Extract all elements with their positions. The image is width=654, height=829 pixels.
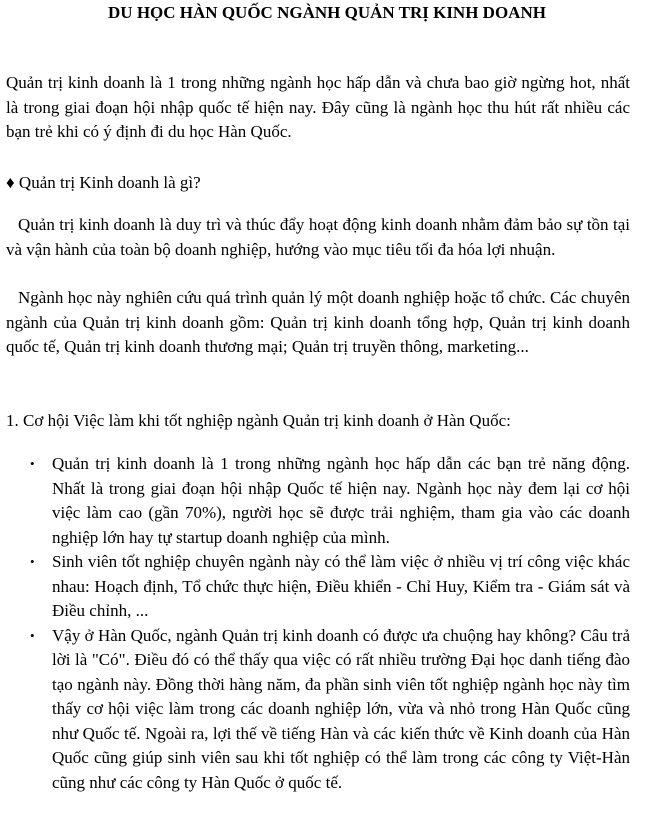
list-item-text: Sinh viên tốt nghiệp chuyên ngành này có thể làm việc ở nhiều vị trí công việc khác nhau: Hoạch định, Tổ chức thực hiện, Điều khiển - Chỉ Huy, Kiểm tra - Giám sát và Điều chỉnh, ...	[52, 552, 630, 620]
definition-text-1: Quản trị kinh doanh là duy trì và thúc đẩy hoạt động kinh doanh nhằm đảm bảo sự tồn tại và vận hành của toàn bộ doanh nghiệp, hướng vào mục tiêu tối đa hóa lợi nhuận.	[6, 215, 630, 259]
question-heading: ♦ Quản trị Kinh doanh là gì?	[6, 173, 201, 192]
document-title: DU HỌC HÀN QUỐC NGÀNH QUẢN TRỊ KINH DOANH	[108, 3, 546, 22]
list-item-text: Vậy ở Hàn Quốc, ngành Quản trị kinh doanh có được ưa chuộng hay không? Câu trả lời là "Có". Điều đó có thể thấy qua việc có rất nhiều trường Đại học danh tiếng đào tạo ngành này. Đồng thời hàng năm, đa phần sinh viên tốt nghiệp ngành học này tìm thấy cơ hội việc làm trong các doanh nghiệp lớn, vừa và nhỏ trong Hàn Quốc cũng như Quốc tế. Ngoài ra, lợi thế về tiếng Hàn và các kiến thức về Kinh doanh của Hàn Quốc cũng giúp sinh viên sau khi tốt nghiệp có thể làm trong các công ty Việt-Hàn cũng như các công ty Hàn Quốc ở quốc tế.	[52, 625, 630, 792]
definition-text-2: Ngành học này nghiên cứu quá trình quản lý một doanh nghiệp hoặc tổ chức. Các chuyên ngành của Quản trị kinh doanh gồm: Quản trị kinh doanh tổng hợp, Quản trị kinh doanh quốc tế, Quản trị kinh doanh thương mại; Quản trị truyền thông, marketing...	[6, 288, 630, 356]
list-item	[0, 624, 630, 796]
bullet-icon: •	[30, 554, 35, 569]
list-item-text: Quản trị kinh doanh là 1 trong những ngành học hấp dẫn các bạn trẻ năng động. Nhất là trong giai đoạn hội nhập Quốc tế hiện nay. Ngành học này đem lại cơ hội việc làm cao (gần 70%), người học sẽ được trải nghiệm, tham gia vào các doanh nghiệp lớn hay tự startup doanh nghiệp của mình.	[52, 454, 630, 547]
bullet-list	[0, 452, 630, 795]
list-item	[0, 452, 630, 550]
intro-paragraph: Quản trị kinh doanh là 1 trong những ngành học hấp dẫn và chưa bao giờ ngừng hot, nhất là trong giai đoạn hội nhập quốc tế hiện nay. Đây cũng là ngành học thu hút rất nhiều các bạn trẻ khi có ý định đi du học Hàn Quốc.	[6, 73, 630, 141]
bullet-icon: •	[30, 627, 35, 643]
definition-paragraph-2	[6, 286, 630, 360]
definition-paragraph-1	[6, 213, 630, 262]
list-item	[0, 550, 630, 624]
bullet-icon: •	[30, 456, 35, 471]
section-heading: 1. Cơ hội Việc làm khi tốt nghiệp ngành Quản trị kinh doanh ở Hàn Quốc:	[6, 411, 511, 430]
